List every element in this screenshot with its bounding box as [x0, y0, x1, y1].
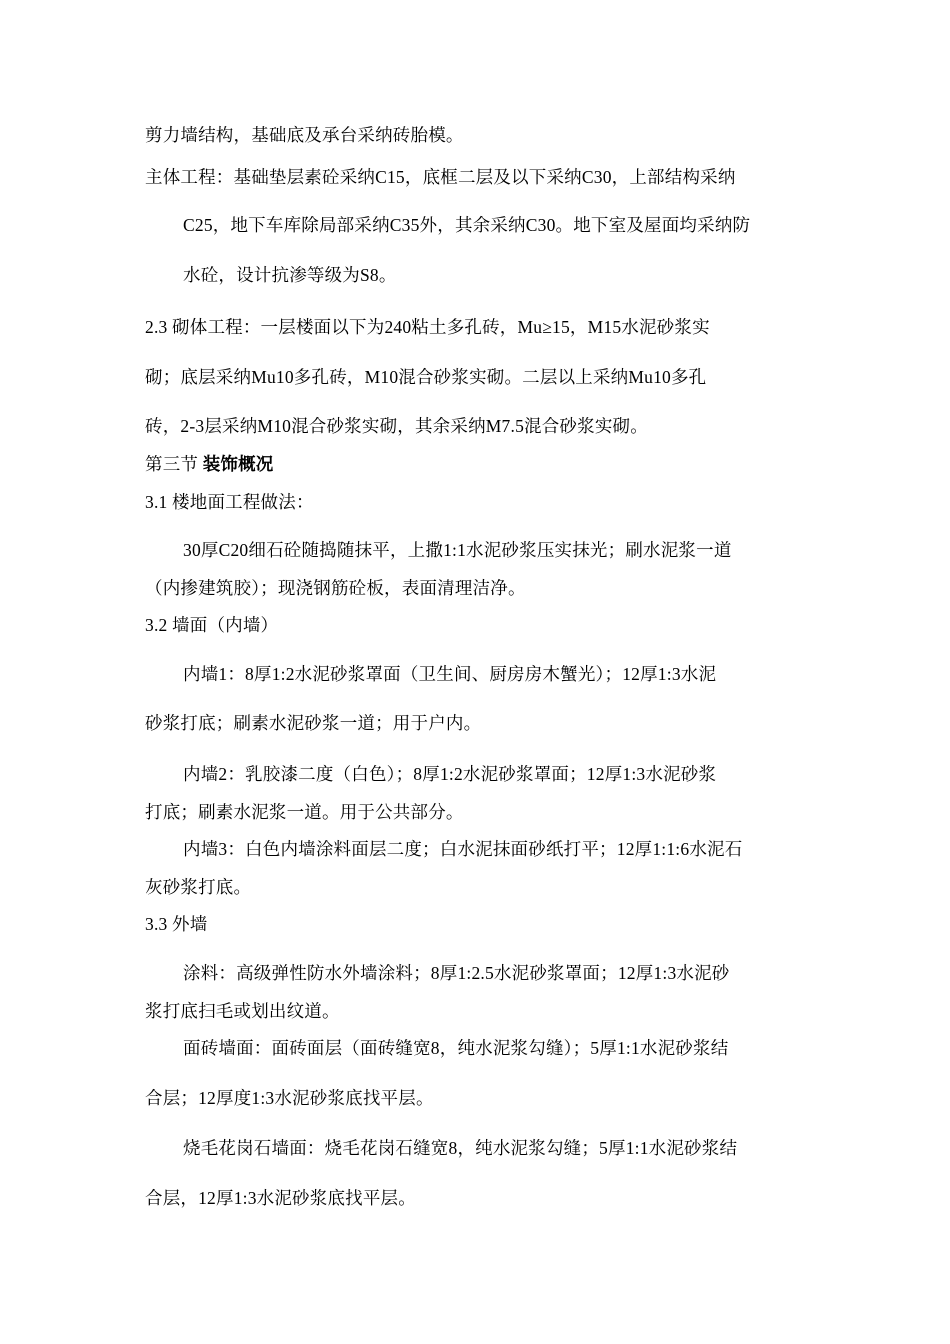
paragraph-line: 2.3 砌体工程：一层楼面以下为240粘土多孔砖，Mu≥15，M15水泥砂浆实: [145, 317, 710, 337]
paragraph-line: 烧毛花岗石墙面：烧毛花岗石缝宽8，纯水泥浆勾缝；5厚1:1水泥砂浆结: [183, 1138, 738, 1158]
paragraph-line: 30厚C20细石砼随捣随抹平，上撒1:1水泥砂浆压实抹光；刷水泥浆一道: [183, 540, 732, 560]
paragraph-line: 浆打底扫毛或划出纹道。: [145, 1001, 340, 1021]
paragraph-line: 主体工程：基础垫层素砼采纳C15，底框二层及以下采纳C30，上部结构采纳: [145, 167, 736, 187]
paragraph-line: （内掺建筑胶）；现浇钢筋砼板，表面清理洁净。: [145, 578, 526, 598]
paragraph-line: 合层；12厚度1:3水泥砂浆底找平层。: [145, 1088, 434, 1108]
paragraph-line: 砖，2-3层采纳M10混合砂浆实砌，其余采纳M7.5混合砂浆实砌。: [145, 416, 648, 436]
section-heading-prefix: 第三节: [145, 454, 199, 474]
paragraph-line: 砂浆打底；刷素水泥砂浆一道；用于户内。: [145, 713, 482, 733]
paragraph-line: 砌；底层采纳Mu10多孔砖，M10混合砂浆实砌。二层以上采纳Mu10多孔: [145, 367, 707, 387]
paragraph-line: 剪力墙结构，基础底及承台采纳砖胎模。: [145, 125, 464, 145]
paragraph-line: 合层，12厚1:3水泥砂浆底找平层。: [145, 1188, 416, 1208]
paragraph-line: 打底；刷素水泥浆一道。用于公共部分。: [145, 802, 464, 822]
section-heading-title: 装饰概况: [202, 454, 274, 474]
paragraph-line: 水砼，设计抗渗等级为S8。: [183, 265, 397, 285]
subsection-heading: 3.3 外墙: [145, 914, 208, 934]
paragraph-line: 内墙3：白色内墙涂料面层二度；白水泥抹面砂纸打平；12厚1:1:6水泥石: [183, 839, 743, 859]
paragraph-line: 面砖墙面：面砖面层（面砖缝宽8，纯水泥浆勾缝）；5厚1:1水泥砂浆结: [183, 1038, 729, 1058]
paragraph-line: 灰砂浆打底。: [145, 877, 252, 897]
subsection-heading: 3.1 楼地面工程做法：: [145, 492, 314, 512]
section-heading: [145, 453, 274, 475]
subsection-heading: 3.2 墙面（内墙）: [145, 615, 279, 635]
paragraph-line: 涂料：高级弹性防水外墙涂料；8厚1:2.5水泥砂浆罩面；12厚1:3水泥砂: [183, 963, 730, 983]
paragraph-line: C25，地下车库除局部采纳C35外，其余采纳C30。地下室及屋面均采纳防: [183, 215, 751, 235]
paragraph-line: 内墙2：乳胶漆二度（白色）；8厚1:2水泥砂浆罩面；12厚1:3水泥砂浆: [183, 764, 717, 784]
paragraph-line: 内墙1：8厚1:2水泥砂浆罩面（卫生间、厨房房木蟹光）；12厚1:3水泥: [183, 664, 717, 684]
